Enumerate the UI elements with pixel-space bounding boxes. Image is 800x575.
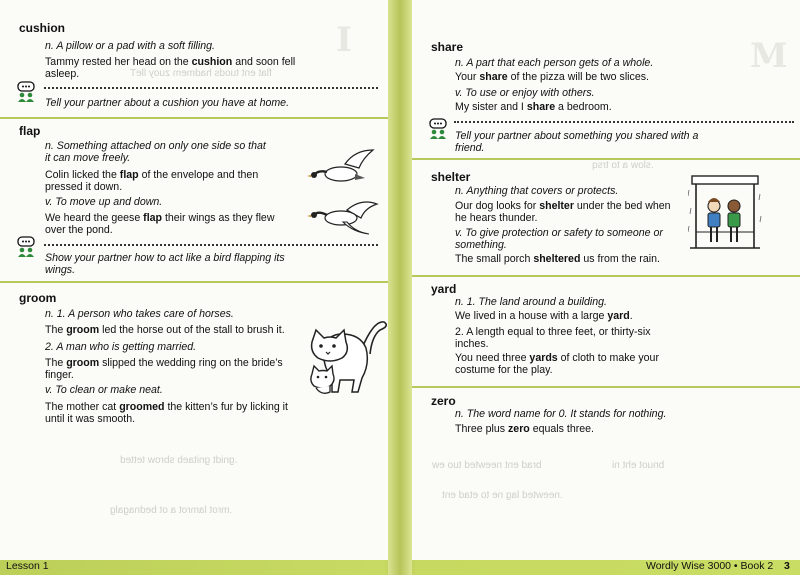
dotted-divider bbox=[454, 121, 794, 123]
partner-prompt: Tell your partner about something you shared with a friend. bbox=[455, 130, 699, 154]
definition: n. 1. The land around a building. bbox=[455, 296, 607, 308]
right-page: M share n. A part that each person gets of a whole. Your share of the pizza will be two slices. v. To use or enjoy with others. My sister and I share a bedroom. Tell your partner about something you shared with a friend. shelter n. Anything that covers or protects. Our dog looks for shelter under the bed when he hears thunder. v. To give protection or safety to someone or something. The small porch sheltered us from the rain. yard n. 1. The land around a building. We lived in a house with a large yard. 2. A length equal to three feet, or thirty-six inches. You need three yards of cloth to make your costume for the play. zero n. The word name for 0. It stands for nothing. Three plus zero equals three. .slow a to trsq brad ent neewted tuo ew bnuot eht ni .neewted lag ne to etad ent bbox=[412, 0, 800, 560]
dotted-divider bbox=[44, 244, 378, 246]
entry-word-shelter: shelter bbox=[431, 170, 471, 184]
section-divider bbox=[412, 386, 800, 388]
example-sentence: The groom slipped the wedding ring on the bride’s finger. bbox=[45, 357, 283, 381]
page-number: 3 bbox=[784, 560, 790, 572]
entry-word-yard: yard bbox=[431, 282, 457, 296]
dotted-divider bbox=[44, 87, 378, 89]
porch-shelter-illustration bbox=[688, 172, 762, 258]
example-sentence: My sister and I share a bedroom. bbox=[455, 101, 612, 113]
partner-talk-icon bbox=[16, 81, 38, 103]
example-sentence: We heard the geese flap their wings as they flew over the pond. bbox=[45, 212, 275, 236]
partner-talk-icon bbox=[428, 118, 450, 140]
definition: n. Anything that covers or protects. bbox=[455, 185, 619, 197]
example-sentence: We lived in a house with a large yard. bbox=[455, 310, 633, 322]
example-sentence: Tammy rested her head on the cushion and soon fell asleep. bbox=[45, 56, 296, 80]
example-sentence: The mother cat groomed the kitten’s fur by licking it until it was smooth. bbox=[45, 401, 288, 425]
definition: v. To give protection or safety to someone or something. bbox=[455, 227, 663, 251]
definition: 2. A length equal to three feet, or thirty-six inches. bbox=[455, 326, 651, 350]
definition: n. 1. A person who takes care of horses. bbox=[45, 308, 234, 320]
section-divider bbox=[0, 281, 388, 283]
cats-illustration bbox=[302, 308, 388, 400]
section-divider bbox=[0, 117, 388, 119]
footer-book-title: Wordly Wise 3000 • Book 2 bbox=[646, 560, 774, 572]
partner-talk-icon bbox=[16, 236, 38, 258]
watermark-letter: I bbox=[336, 20, 352, 60]
book-gutter bbox=[388, 0, 412, 575]
example-sentence: Three plus zero equals three. bbox=[455, 423, 594, 435]
left-page: I cushion n. A pillow or a pad with a soft filling. Tammy rested her head on the cushion and soon fell asleep. Tell your partner about a cushion you have at home. flap n. Something attached on only one side so that it can move freely. Colin licked the flap of the envelope and then pressed it down. v. To move up and down. We heard the geese flap their wings as they flew over the pond. Show your partner how to act like a bird flapping its wings. groom n. 1. A person who takes care of horses. The groom led the horse out of the stall to brush it. 2. A man who is getting married. The groom slipped the wedding ring on the bride’s finger. v. To clean or make neat. The mother cat groomed the kitten’s fur by licking it until it was smooth. flat ent tuods hadmem zuoy lleT .gnidt gnitaeb sbrow tetted .mrot lamrot a ot bednagalg bbox=[0, 0, 388, 560]
example-sentence: Colin licked the flap of the envelope and then pressed it down. bbox=[45, 169, 259, 193]
partner-prompt: Show your partner how to act like a bird flapping its wings. bbox=[45, 252, 285, 276]
definition: n. Something attached on only one side so that it can move freely. bbox=[45, 140, 266, 164]
entry-word-flap: flap bbox=[19, 124, 41, 138]
entry-word-cushion: cushion bbox=[19, 21, 66, 35]
section-divider bbox=[412, 275, 800, 277]
entry-word-zero: zero bbox=[431, 394, 456, 408]
entry-word-share: share bbox=[431, 40, 464, 54]
geese-illustration bbox=[307, 148, 385, 240]
example-sentence: The groom led the horse out of the stall to brush it. bbox=[45, 324, 285, 336]
footer-lesson: Lesson 1 bbox=[6, 560, 49, 572]
example-sentence: The small porch sheltered us from the rain. bbox=[455, 253, 660, 265]
example-sentence: Our dog looks for shelter under the bed when he hears thunder. bbox=[455, 200, 671, 224]
watermark-letter: M bbox=[750, 36, 788, 76]
definition: v. To use or enjoy with others. bbox=[455, 87, 595, 99]
definition: n. The word name for 0. It stands for nothing. bbox=[455, 408, 667, 420]
definition: n. A part that each person gets of a whole. bbox=[455, 57, 654, 69]
definition: 2. A man who is getting married. bbox=[45, 341, 197, 353]
entry-word-groom: groom bbox=[19, 291, 57, 305]
definition: v. To clean or make neat. bbox=[45, 384, 163, 396]
definition: v. To move up and down. bbox=[45, 196, 163, 208]
definition: n. A pillow or a pad with a soft filling. bbox=[45, 40, 215, 52]
partner-prompt: Tell your partner about a cushion you have at home. bbox=[45, 97, 290, 109]
example-sentence: Your share of the pizza will be two slices. bbox=[455, 71, 649, 83]
example-sentence: You need three yards of cloth to make your costume for the play. bbox=[455, 352, 659, 376]
